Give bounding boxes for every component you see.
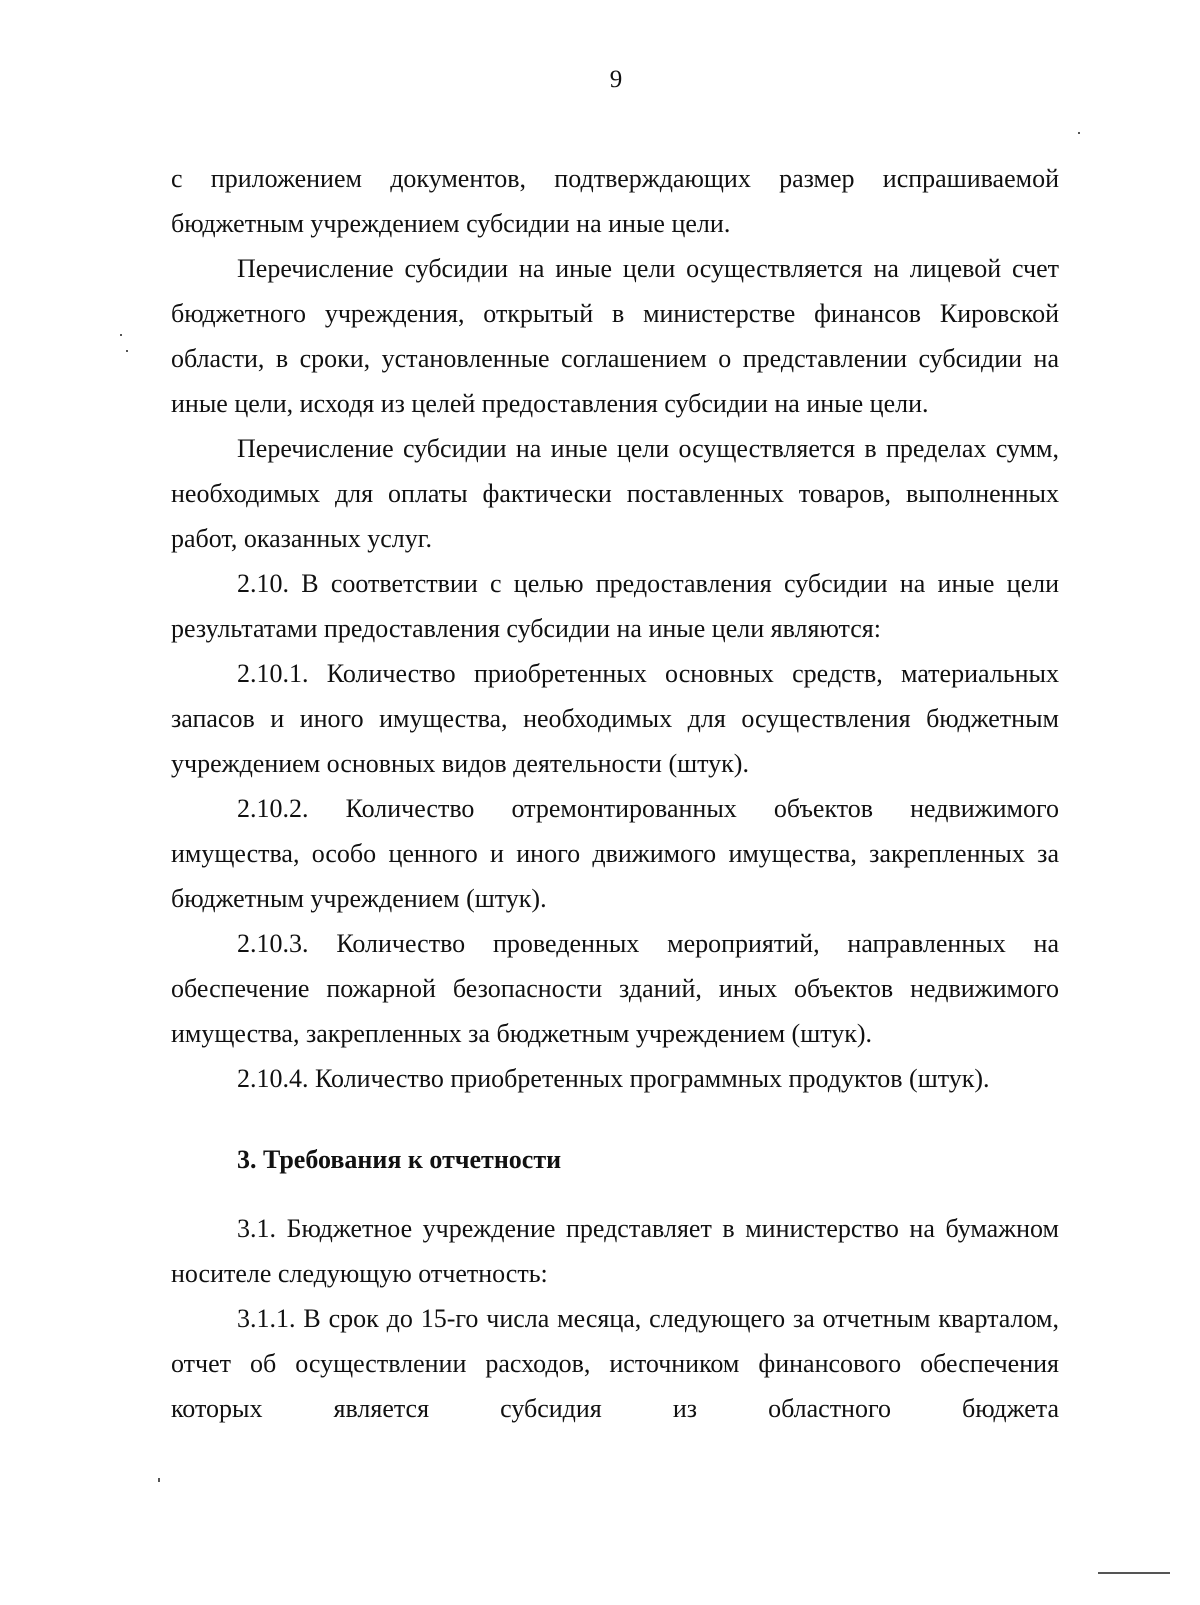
paragraph-continuation: с приложением документов, подтверждающих размер испрашиваемой бюджетным учреждением субсидии на иные цели. [171, 164, 1059, 238]
paragraph-2-10-4: 2.10.4. Количество приобретенных программных продуктов (штук). [237, 1064, 990, 1093]
paragraph-2-10: 2.10. В соответствии с целью предоставления субсидии на иные цели результатами предоставления субсидии на иные цели являются: [171, 569, 1059, 643]
scan-speck [126, 350, 128, 352]
paragraph-transfer-account: Перечисление субсидии на иные цели осуществляется на лицевой счет бюджетного учреждения, открытый в министерстве финансов Кировской области, в сроки, установленные соглашением о представлении субсидии на иные цели, исходя из целей предоставления субсидии на иные цели. [171, 254, 1059, 418]
scan-speck [120, 334, 122, 336]
scan-speck [1078, 132, 1080, 134]
scan-speck [158, 1478, 160, 1482]
scan-line [1098, 1572, 1170, 1574]
document-body [171, 156, 1059, 1431]
paragraph-3-1-1: 3.1.1. В срок до 15-го числа месяца, следующего за отчетным кварталом, отчет об осуществлении расходов, источником финансового обеспечения которых является субсидия из областного бюджета [171, 1304, 1059, 1423]
section-heading: 3. Требования к отчетности [237, 1145, 562, 1174]
paragraph-transfer-limits: Перечисление субсидии на иные цели осуществляется в пределах сумм, необходимых для оплаты фактически поставленных товаров, выполненных работ, оказанных услуг. [171, 434, 1059, 553]
paragraph-3-1: 3.1. Бюджетное учреждение представляет в министерство на бумажном носителе следующую отчетность: [171, 1214, 1059, 1288]
paragraph-2-10-3: 2.10.3. Количество проведенных мероприятий, направленных на обеспечение пожарной безопасности зданий, иных объектов недвижимого имущества, закрепленных за бюджетным учреждением (штук). [171, 929, 1059, 1048]
paragraph-2-10-1: 2.10.1. Количество приобретенных основных средств, материальных запасов и иного имущества, необходимых для осуществления бюджетным учреждением основных видов деятельности (штук). [171, 659, 1059, 778]
paragraph-2-10-2: 2.10.2. Количество отремонтированных объектов недвижимого имущества, особо ценного и иного движимого имущества, закрепленных за бюджетным учреждением (штук). [171, 794, 1059, 913]
page-number: 9 [609, 66, 623, 93]
